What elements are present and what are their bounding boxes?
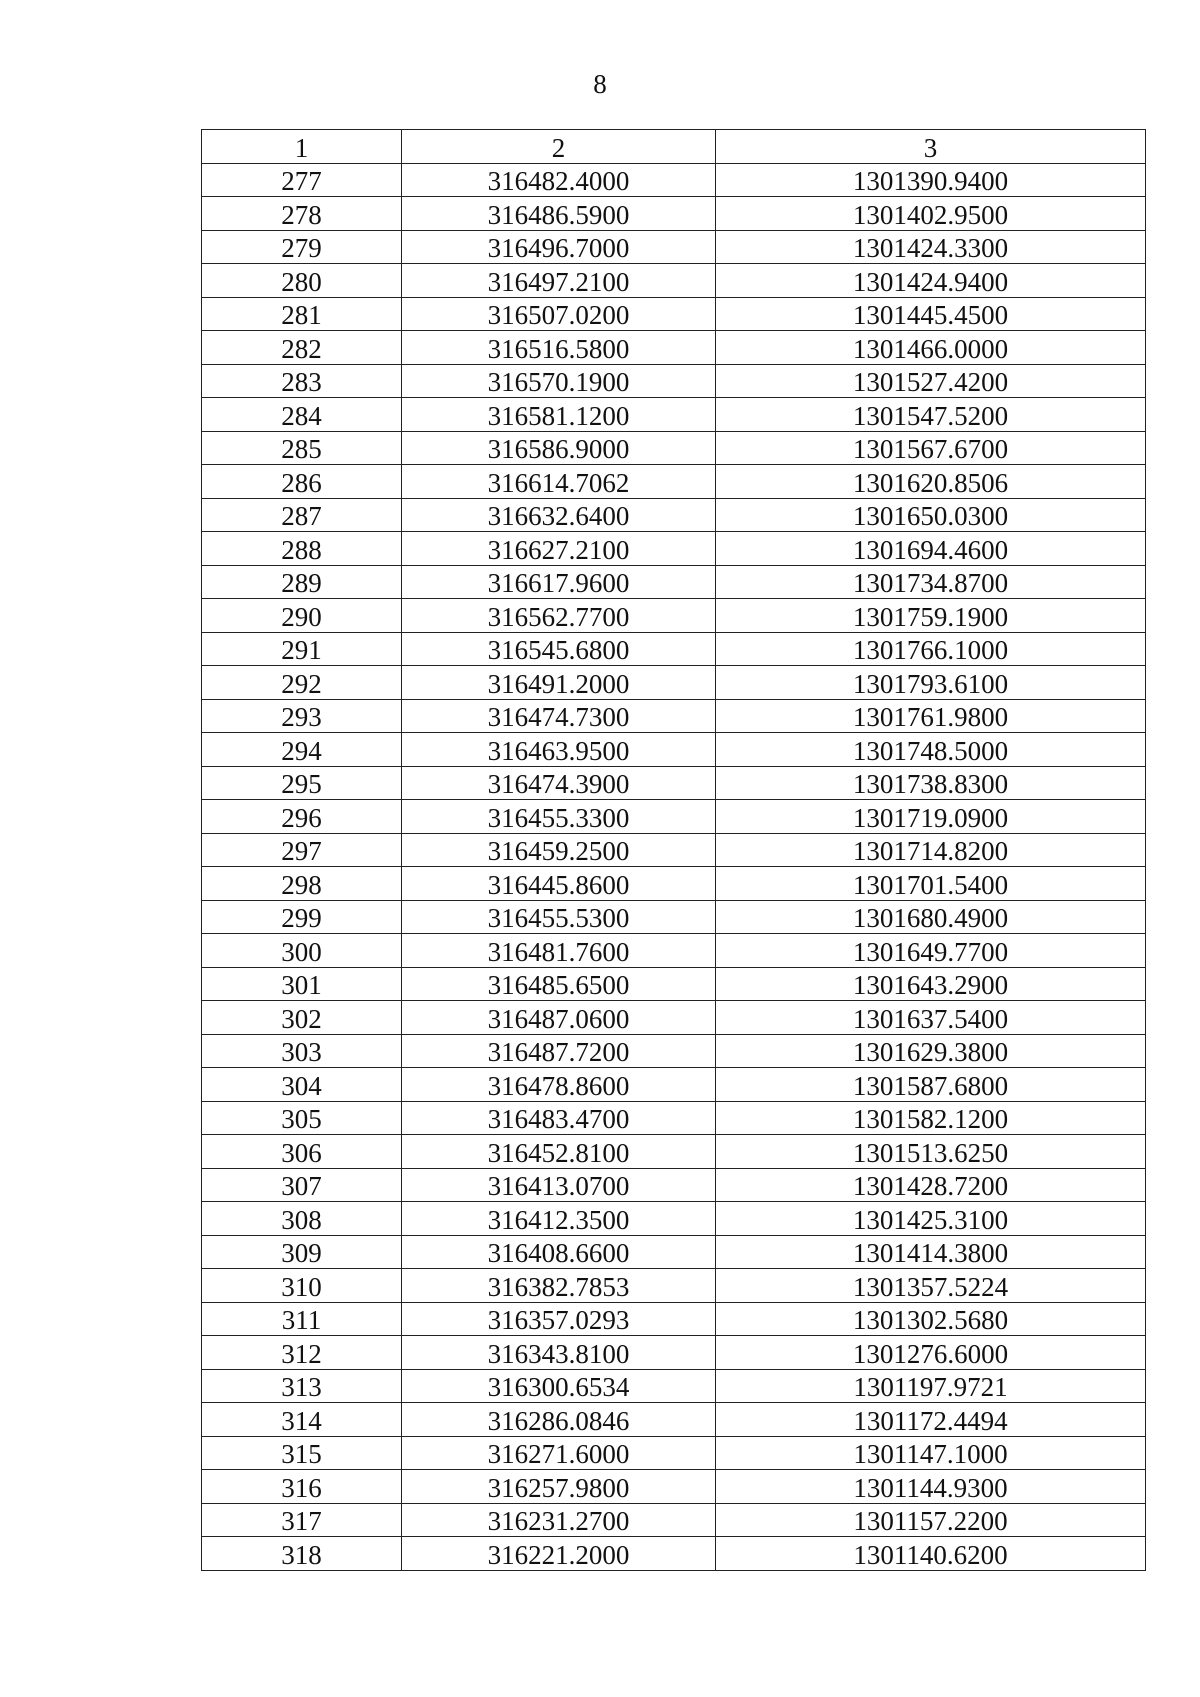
cell-point-number: 293 (202, 699, 402, 733)
table-row (202, 1202, 1146, 1236)
cell-point-number: 310 (202, 1269, 402, 1303)
cell-x-coordinate: 316507.0200 (402, 297, 716, 331)
table-row (202, 1101, 1146, 1135)
cell-point-number: 318 (202, 1537, 402, 1571)
table-row (202, 331, 1146, 365)
cell-x-coordinate: 316357.0293 (402, 1302, 716, 1336)
cell-y-coordinate: 1301766.1000 (716, 632, 1146, 666)
table-row (202, 230, 1146, 264)
cell-x-coordinate: 316300.6534 (402, 1369, 716, 1403)
table-row (202, 1001, 1146, 1035)
cell-y-coordinate: 1301402.9500 (716, 197, 1146, 231)
cell-point-number: 286 (202, 465, 402, 499)
cell-y-coordinate: 1301445.4500 (716, 297, 1146, 331)
cell-y-coordinate: 1301197.9721 (716, 1369, 1146, 1403)
cell-point-number: 295 (202, 766, 402, 800)
table-row (202, 1537, 1146, 1571)
cell-x-coordinate: 316491.2000 (402, 666, 716, 700)
cell-y-coordinate: 1301144.9300 (716, 1470, 1146, 1504)
table-row (202, 1503, 1146, 1537)
cell-point-number: 302 (202, 1001, 402, 1035)
cell-point-number: 315 (202, 1436, 402, 1470)
cell-y-coordinate: 1301527.4200 (716, 364, 1146, 398)
cell-x-coordinate: 316614.7062 (402, 465, 716, 499)
cell-x-coordinate: 316286.0846 (402, 1403, 716, 1437)
cell-x-coordinate: 316452.8100 (402, 1135, 716, 1169)
cell-point-number: 289 (202, 565, 402, 599)
cell-y-coordinate: 1301172.4494 (716, 1403, 1146, 1437)
table-row (202, 1135, 1146, 1169)
cell-point-number: 285 (202, 431, 402, 465)
cell-point-number: 312 (202, 1336, 402, 1370)
cell-y-coordinate: 1301140.6200 (716, 1537, 1146, 1571)
cell-x-coordinate: 316485.6500 (402, 967, 716, 1001)
cell-y-coordinate: 1301276.6000 (716, 1336, 1146, 1370)
table-row (202, 565, 1146, 599)
cell-x-coordinate: 316459.2500 (402, 833, 716, 867)
table-header-row (202, 130, 1146, 164)
table-body (202, 163, 1146, 1570)
cell-x-coordinate: 316343.8100 (402, 1336, 716, 1370)
cell-y-coordinate: 1301748.5000 (716, 733, 1146, 767)
cell-point-number: 292 (202, 666, 402, 700)
cell-y-coordinate: 1301466.0000 (716, 331, 1146, 365)
cell-y-coordinate: 1301424.3300 (716, 230, 1146, 264)
cell-y-coordinate: 1301425.3100 (716, 1202, 1146, 1236)
table-row (202, 599, 1146, 633)
cell-point-number: 305 (202, 1101, 402, 1135)
table-row (202, 431, 1146, 465)
cell-y-coordinate: 1301649.7700 (716, 934, 1146, 968)
cell-y-coordinate: 1301694.4600 (716, 532, 1146, 566)
cell-y-coordinate: 1301759.1900 (716, 599, 1146, 633)
cell-point-number: 284 (202, 398, 402, 432)
cell-x-coordinate: 316412.3500 (402, 1202, 716, 1236)
cell-x-coordinate: 316627.2100 (402, 532, 716, 566)
table-row (202, 163, 1146, 197)
cell-x-coordinate: 316463.9500 (402, 733, 716, 767)
cell-x-coordinate: 316408.6600 (402, 1235, 716, 1269)
cell-point-number: 279 (202, 230, 402, 264)
cell-x-coordinate: 316231.2700 (402, 1503, 716, 1537)
cell-x-coordinate: 316487.7200 (402, 1034, 716, 1068)
cell-point-number: 303 (202, 1034, 402, 1068)
cell-point-number: 278 (202, 197, 402, 231)
table-row (202, 1302, 1146, 1336)
cell-x-coordinate: 316481.7600 (402, 934, 716, 968)
table-row (202, 465, 1146, 499)
table-row (202, 1470, 1146, 1504)
cell-x-coordinate: 316545.6800 (402, 632, 716, 666)
cell-y-coordinate: 1301428.7200 (716, 1168, 1146, 1202)
table-row (202, 532, 1146, 566)
cell-x-coordinate: 316617.9600 (402, 565, 716, 599)
cell-x-coordinate: 316478.8600 (402, 1068, 716, 1102)
cell-x-coordinate: 316474.7300 (402, 699, 716, 733)
cell-y-coordinate: 1301680.4900 (716, 900, 1146, 934)
cell-y-coordinate: 1301637.5400 (716, 1001, 1146, 1035)
cell-y-coordinate: 1301643.2900 (716, 967, 1146, 1001)
cell-point-number: 282 (202, 331, 402, 365)
page-number: 8 (593, 69, 607, 99)
coordinates-table (201, 129, 1146, 1571)
cell-y-coordinate: 1301147.1000 (716, 1436, 1146, 1470)
cell-y-coordinate: 1301714.8200 (716, 833, 1146, 867)
column-header-x: 2 (402, 130, 716, 164)
cell-x-coordinate: 316496.7000 (402, 230, 716, 264)
cell-point-number: 281 (202, 297, 402, 331)
table-row (202, 398, 1146, 432)
cell-x-coordinate: 316455.5300 (402, 900, 716, 934)
table-row (202, 800, 1146, 834)
table-row (202, 934, 1146, 968)
cell-x-coordinate: 316482.4000 (402, 163, 716, 197)
cell-x-coordinate: 316382.7853 (402, 1269, 716, 1303)
table-row (202, 297, 1146, 331)
cell-y-coordinate: 1301567.6700 (716, 431, 1146, 465)
cell-x-coordinate: 316257.9800 (402, 1470, 716, 1504)
table-row (202, 264, 1146, 298)
cell-point-number: 288 (202, 532, 402, 566)
table-row (202, 1235, 1146, 1269)
table-row (202, 1068, 1146, 1102)
cell-point-number: 307 (202, 1168, 402, 1202)
cell-x-coordinate: 316632.6400 (402, 498, 716, 532)
cell-point-number: 311 (202, 1302, 402, 1336)
cell-x-coordinate: 316483.4700 (402, 1101, 716, 1135)
cell-y-coordinate: 1301513.6250 (716, 1135, 1146, 1169)
cell-y-coordinate: 1301157.2200 (716, 1503, 1146, 1537)
cell-y-coordinate: 1301650.0300 (716, 498, 1146, 532)
cell-y-coordinate: 1301587.6800 (716, 1068, 1146, 1102)
cell-point-number: 287 (202, 498, 402, 532)
cell-y-coordinate: 1301761.9800 (716, 699, 1146, 733)
table-row (202, 1034, 1146, 1068)
cell-y-coordinate: 1301582.1200 (716, 1101, 1146, 1135)
cell-x-coordinate: 316516.5800 (402, 331, 716, 365)
table-row (202, 900, 1146, 934)
cell-point-number: 308 (202, 1202, 402, 1236)
cell-point-number: 316 (202, 1470, 402, 1504)
cell-point-number: 283 (202, 364, 402, 398)
cell-x-coordinate: 316486.5900 (402, 197, 716, 231)
cell-point-number: 298 (202, 867, 402, 901)
column-header-y: 3 (716, 130, 1146, 164)
cell-y-coordinate: 1301390.9400 (716, 163, 1146, 197)
cell-point-number: 277 (202, 163, 402, 197)
cell-y-coordinate: 1301719.0900 (716, 800, 1146, 834)
cell-point-number: 300 (202, 934, 402, 968)
cell-y-coordinate: 1301414.3800 (716, 1235, 1146, 1269)
cell-x-coordinate: 316413.0700 (402, 1168, 716, 1202)
table-row (202, 197, 1146, 231)
table-row (202, 364, 1146, 398)
cell-x-coordinate: 316562.7700 (402, 599, 716, 633)
table-row (202, 1269, 1146, 1303)
table-row (202, 632, 1146, 666)
cell-x-coordinate: 316445.8600 (402, 867, 716, 901)
table-row (202, 1436, 1146, 1470)
cell-point-number: 301 (202, 967, 402, 1001)
cell-y-coordinate: 1301629.3800 (716, 1034, 1146, 1068)
cell-x-coordinate: 316474.3900 (402, 766, 716, 800)
cell-y-coordinate: 1301701.5400 (716, 867, 1146, 901)
cell-y-coordinate: 1301793.6100 (716, 666, 1146, 700)
cell-x-coordinate: 316455.3300 (402, 800, 716, 834)
cell-y-coordinate: 1301547.5200 (716, 398, 1146, 432)
column-header-point-number: 1 (202, 130, 402, 164)
table-row (202, 1168, 1146, 1202)
table-row (202, 766, 1146, 800)
cell-x-coordinate: 316581.1200 (402, 398, 716, 432)
cell-point-number: 290 (202, 599, 402, 633)
table-row (202, 833, 1146, 867)
cell-point-number: 296 (202, 800, 402, 834)
cell-point-number: 314 (202, 1403, 402, 1437)
cell-point-number: 304 (202, 1068, 402, 1102)
cell-point-number: 309 (202, 1235, 402, 1269)
cell-point-number: 280 (202, 264, 402, 298)
table-row (202, 733, 1146, 767)
cell-y-coordinate: 1301620.8506 (716, 465, 1146, 499)
cell-point-number: 317 (202, 1503, 402, 1537)
table-row (202, 699, 1146, 733)
cell-point-number: 306 (202, 1135, 402, 1169)
table-row (202, 498, 1146, 532)
table-row (202, 666, 1146, 700)
table-row (202, 1336, 1146, 1370)
cell-point-number: 299 (202, 900, 402, 934)
table-row (202, 1369, 1146, 1403)
cell-point-number: 297 (202, 833, 402, 867)
cell-x-coordinate: 316487.0600 (402, 1001, 716, 1035)
cell-x-coordinate: 316271.6000 (402, 1436, 716, 1470)
cell-y-coordinate: 1301734.8700 (716, 565, 1146, 599)
cell-point-number: 291 (202, 632, 402, 666)
cell-point-number: 294 (202, 733, 402, 767)
cell-y-coordinate: 1301738.8300 (716, 766, 1146, 800)
cell-x-coordinate: 316586.9000 (402, 431, 716, 465)
cell-point-number: 313 (202, 1369, 402, 1403)
cell-y-coordinate: 1301357.5224 (716, 1269, 1146, 1303)
cell-x-coordinate: 316497.2100 (402, 264, 716, 298)
cell-y-coordinate: 1301424.9400 (716, 264, 1146, 298)
table-row (202, 967, 1146, 1001)
table-row (202, 867, 1146, 901)
cell-x-coordinate: 316221.2000 (402, 1537, 716, 1571)
cell-y-coordinate: 1301302.5680 (716, 1302, 1146, 1336)
table-row (202, 1403, 1146, 1437)
cell-x-coordinate: 316570.1900 (402, 364, 716, 398)
